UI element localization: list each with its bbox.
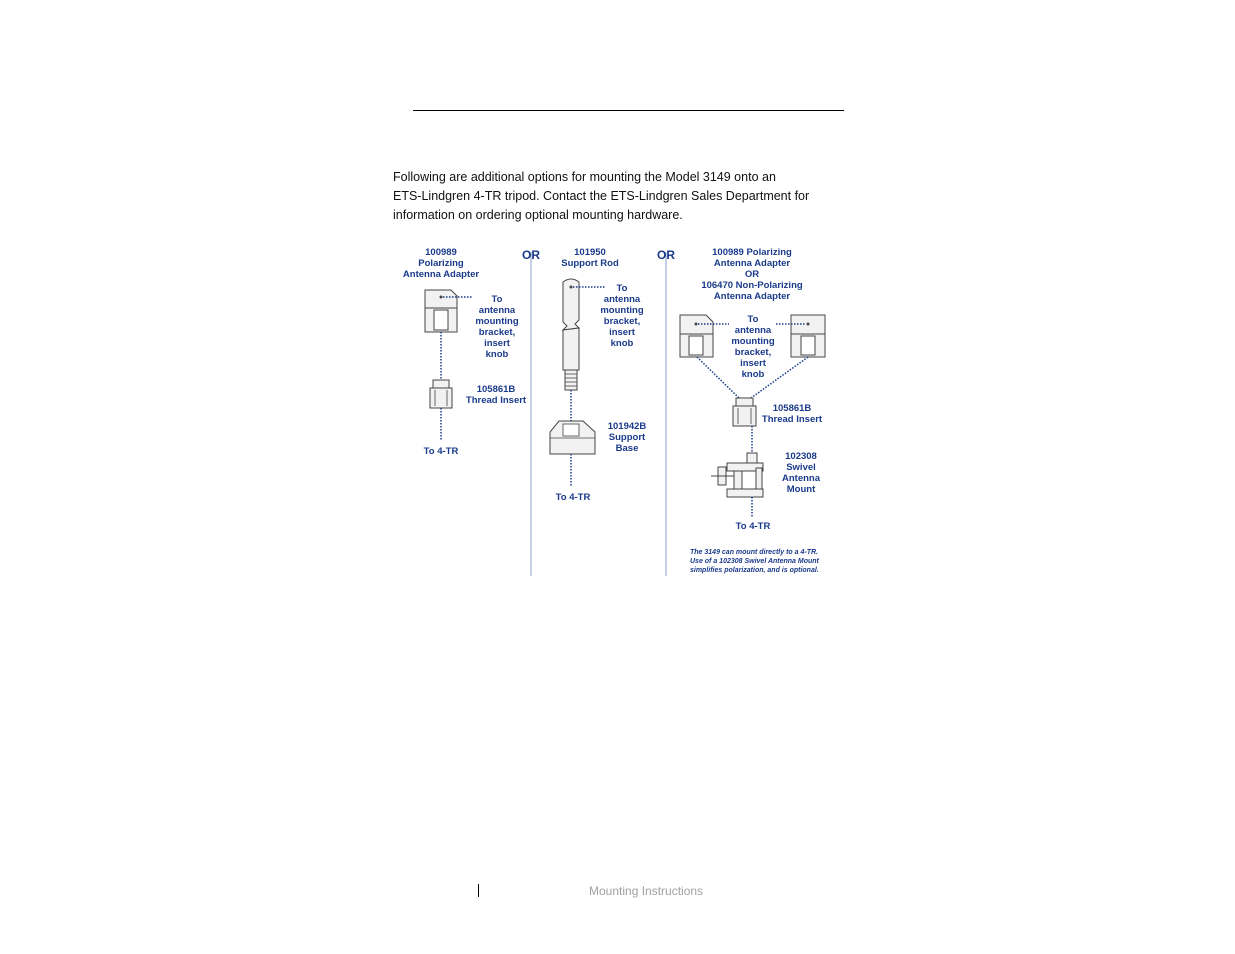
col3-insert-line: Thread Insert [761,414,823,425]
col1-title-line: Polarizing [418,258,464,269]
col3-title-line: 100989 Polarizing [712,247,792,258]
col2-note-line: insert [609,327,635,338]
col2-note-line: mounting [600,305,644,316]
intro-line: ETS-Lindgren 4-TR tripod. Contact the ETS-Lindgren Sales Department for [393,189,810,203]
col1-note-line: To [491,294,503,305]
col2-title-line: 101950 [574,247,606,258]
thread-insert-part [430,380,452,408]
col3-mount-line: Mount [786,484,816,495]
col2-note-line: knob [610,338,634,349]
mounting-diagram [393,238,833,580]
col3-title-line: Antenna Adapter [713,291,791,302]
col1-insert-line: Thread Insert [465,395,527,406]
non-polarizing-adapter-part [791,315,825,357]
col3-note-line: insert [740,358,766,369]
or-label: OR [657,248,675,262]
col3-title-line: Antenna Adapter [713,258,791,269]
col2-bottom-label: To 4-TR [555,492,591,503]
col1-title-line: 100989 [425,247,457,258]
polarizing-adapter-part [680,315,713,357]
footer-section-title: Mounting Instructions [589,884,704,898]
col3-note-line: mounting [731,336,775,347]
col1-insert-line: 105861B [476,384,516,395]
footer-divider [478,884,479,897]
mounting-options-figure [393,238,833,580]
col1-note-line: insert [484,338,510,349]
col3-footnote-line: Use of a 102308 Swivel Antenna Mount [690,558,819,565]
col2-base-line: Base [615,443,639,454]
col1-note-line: knob [485,349,509,360]
col1-note-line: antenna [478,305,516,316]
col3-note-line: knob [741,369,765,380]
or-label: OR [522,248,540,262]
col3-title-line: OR [744,269,760,280]
col2-base-line: 101942B [607,421,647,432]
col1-bottom-label: To 4-TR [423,446,459,457]
col1-title-line: Antenna Adapter [402,269,480,280]
support-rod-part [563,279,579,390]
col3-mount-line: 102308 [785,451,817,462]
col3-title-line: 106470 Non-Polarizing [701,280,803,291]
support-base-part [550,421,595,454]
col3-note-line: To [747,314,759,325]
col3-note-line: bracket, [734,347,772,358]
col2-note-line: bracket, [603,316,641,327]
col3-mount-line: Swivel [786,462,816,473]
col2-note-line: antenna [603,294,641,305]
col2-base-line: Support [608,432,646,443]
header-rule [413,110,844,111]
col3-footnote-line: The 3149 can mount directly to a 4-TR. [690,549,818,556]
thread-insert-part [733,398,756,426]
intro-line: Following are additional options for mounting the Model 3149 onto an [393,170,776,184]
col2-note-line: To [616,283,628,294]
col1-note-line: mounting [475,316,519,327]
intro-paragraph [393,168,833,225]
col3-footnote-line: simplifies polarization, and is optional. [690,567,819,574]
col3-note-line: antenna [734,325,772,336]
col3-mount-line: Antenna [782,473,820,484]
col3-bottom-label: To 4-TR [735,521,771,532]
col1-note-line: bracket, [478,327,516,338]
col2-title-line: Support Rod [561,258,619,269]
col3-insert-line: 105861B [772,403,812,414]
intro-line: information on ordering optional mounting hardware. [393,208,683,222]
